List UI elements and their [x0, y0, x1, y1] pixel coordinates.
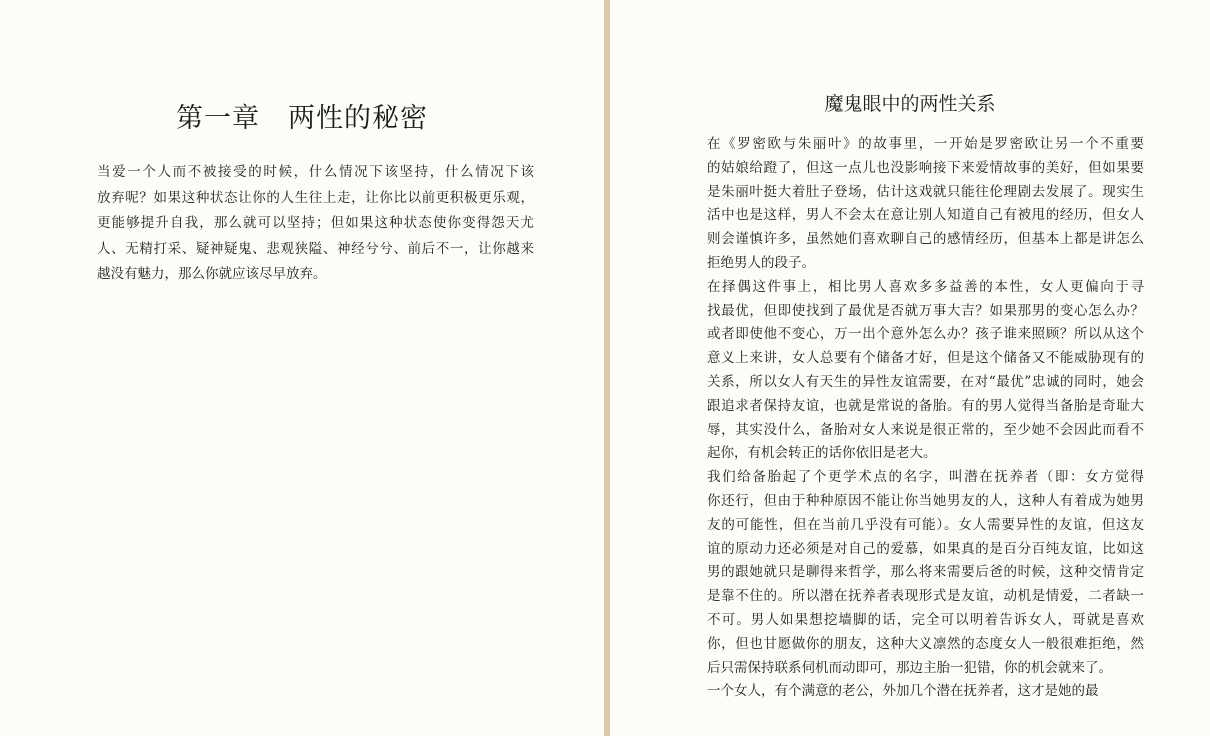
- text-line: 我们给备胎起了个更学术点的名字，叫潜在抚养者（即：女方觉得: [707, 469, 1144, 486]
- text-line: 或者即使他不变心，万一出个意外怎么办？孩子谁来照顾？所以从这个: [707, 326, 1144, 343]
- text-line: 拒绝男人的段子。: [707, 254, 815, 271]
- text-line: 越没有魅力，那么你就应该尽早放弃。: [97, 266, 327, 282]
- text-line: 起你，有机会转正的话你依旧是老大。: [707, 445, 937, 462]
- left-page: [0, 0, 604, 736]
- text-line: 在择偶这件事上，相比男人喜欢多多益善的本性，女人更偏向于寻: [707, 278, 1144, 295]
- paragraph: [680, 133, 1144, 276]
- text-line: 不可。男人如果想挖墙脚的话，完全可以明着告诉女人，哥就是喜欢: [707, 611, 1144, 628]
- paragraph: [680, 276, 1144, 466]
- text-line: 在《罗密欧与朱丽叶》的故事里，一开始是罗密欧让另一个不重要: [707, 136, 1144, 152]
- text-line: 意义上来讲，女人总要有个储备才好，但是这个储备又不能威胁现有的: [707, 350, 1144, 367]
- text-line: 关系，所以女人有天生的异性友谊需要，在对“最优”忠诚的同时，她会: [707, 373, 1144, 390]
- text-line: 跟追求者保持友谊，也就是常说的备胎。有的男人觉得当备胎是奇耻大: [707, 397, 1144, 414]
- text-line: 是朱丽叶挺大着肚子登场，估计这戏就只能往伦理剧去发展了。现实生: [707, 183, 1144, 200]
- text-line: 辱，其实没什么，备胎对女人来说是很正常的，至少她不会因此而看不: [707, 421, 1144, 438]
- text-line: 谊的原动力还必须是对自己的爱慕，如果真的是百分百纯友谊，比如这: [707, 540, 1144, 557]
- text-line: 人、无精打采、疑神疑鬼、悲观狭隘、神经兮兮、前后不一，让你越来: [97, 240, 534, 257]
- text-line: 更能够提升自我，那么就可以坚持；但如果这种状态使你变得怨天尤: [97, 215, 534, 231]
- text-line: 友的可能性，但在当前几乎没有可能）。女人需要异性的友谊，但这友: [707, 516, 1144, 533]
- text-line: 活中也是这样，男人不会太在意让别人知道自己有被甩的经历，但女人: [707, 207, 1144, 224]
- right-page: [610, 0, 1210, 736]
- text-line: 当爱一个人而不被接受的时候，什么情况下该坚持，什么情况下该: [97, 164, 534, 180]
- text-line: 一个女人，有个满意的老公，外加几个潜在抚养者，这才是她的最: [707, 683, 1099, 700]
- text-line: 是靠不住的。所以潜在抚养者表现形式是友谊，动机是情爱，二者缺一: [707, 588, 1144, 605]
- text-line: 的姑娘给蹬了，但这一点儿也没影响接下来爱情故事的美好，但如果要: [707, 159, 1144, 176]
- paragraph: [70, 160, 534, 288]
- right-page-body: [680, 133, 1144, 704]
- text-line: 后只需保持联系伺机而动即可，那边主胎一犯错，你的机会就来了。: [707, 659, 1112, 676]
- section-title: 魔鬼眼中的两性关系: [824, 93, 996, 115]
- text-line: 你，但也甘愿做你的朋友，这种大义凛然的态度女人一般很难拒绝，然: [707, 635, 1144, 652]
- text-line: 放弃呢？如果这种状态让你的人生往上走，让你比以前更积极更乐观，: [97, 189, 534, 206]
- chapter-title: 第一章 两性的秘密: [176, 103, 428, 134]
- text-line: 男的跟她就只是聊得来哲学，那么将来需要后爸的时候，这种交情肯定: [707, 564, 1144, 581]
- text-line: 则会谨慎许多，虽然她们喜欢聊自己的感情经历，但基本上都是讲怎么: [707, 231, 1144, 248]
- paragraph: [680, 680, 1144, 704]
- text-line: 你还行，但由于种种原因不能让你当她男友的人，这种人有着成为她男: [707, 492, 1144, 509]
- paragraph: [680, 466, 1144, 680]
- text-line: 找最优，但即使找到了最优是否就万事大吉？如果那男的变心怎么办？: [707, 302, 1144, 319]
- left-page-body: [70, 160, 534, 288]
